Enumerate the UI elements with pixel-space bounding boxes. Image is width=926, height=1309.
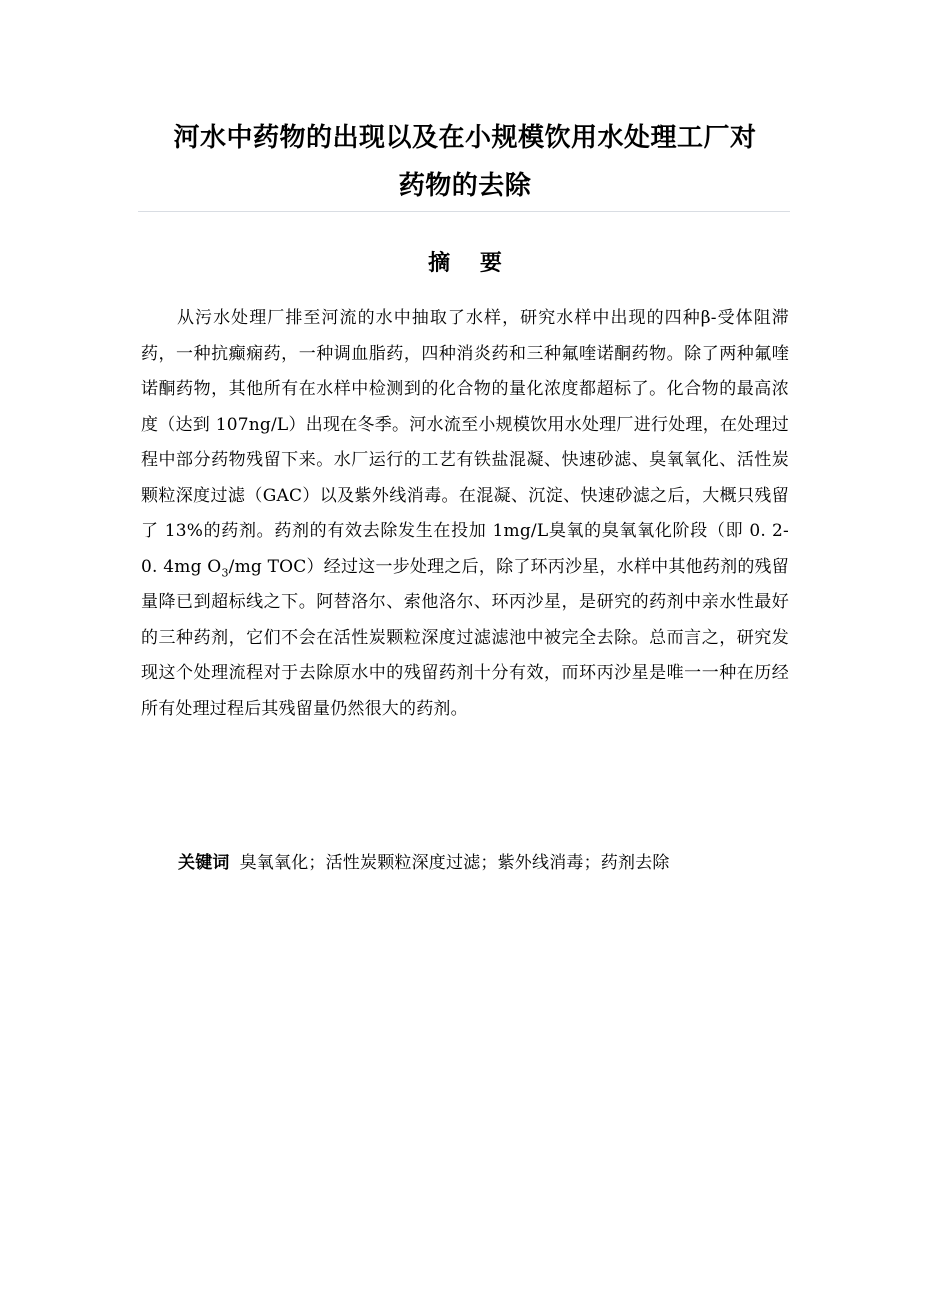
abstract-text-part-1: 从污水处理厂排至河流的水中抽取了水样，研究水样中出现的四种β-受体阻滞药，一种抗癫痫药，一种调血脂药，四种消炎药和三种氟喹诺酮药物。除了两种氟喹诺酮药物，其他所有在水样中检测到的化合物的量化浓度都超标了。化合物的最高浓度（达到 107ng/L）出现在冬季。河水流至小规模饮用水处理厂进行处理，在处理过程中部分药物残留下来。水厂运行的工艺有铁盐混凝、快速砂滤、臭氧氧化、活性炭颗粒深度过滤（GAC）以及紫外线消毒。在混凝、沉淀、快速砂滤之后，大概只残留了 13%的药剂。药剂的有效去除发生在投加 1mg/L臭氧的臭氧氧化阶段（即 0. 2-0. 4mg O — [141, 308, 789, 577]
title-divider — [138, 211, 790, 212]
title-line-1: 河水中药物的出现以及在小规模饮用水处理工厂对 — [173, 123, 757, 153]
title-line-2: 药物的去除 — [398, 171, 532, 201]
document-title — [140, 114, 790, 210]
abstract-subscript: 3 — [221, 565, 229, 579]
abstract-heading: 摘 要 — [428, 251, 502, 276]
keywords-label: 关键词 — [178, 853, 230, 873]
keywords-text: 臭氧氧化；活性炭颗粒深度过滤；紫外线消毒；药剂去除 — [239, 853, 670, 873]
keywords — [178, 845, 790, 881]
abstract-body — [141, 301, 789, 727]
abstract-text-part-2: /mg TOC）经过这一步处理之后，除了环丙沙星，水样中其他药剂的残留量降已到超标线之下。阿替洛尔、索他洛尔、环丙沙星，是研究的药剂中亲水性最好的三种药剂，它们不会在活性炭颗粒深度过滤滤池中被完全去除。总而言之，研究发现这个处理流程对于去除原水中的残留药剂十分有效，而环丙沙星是唯一一种在历经所有处理过程后其残留量仍然很大的药剂。 — [141, 556, 789, 719]
